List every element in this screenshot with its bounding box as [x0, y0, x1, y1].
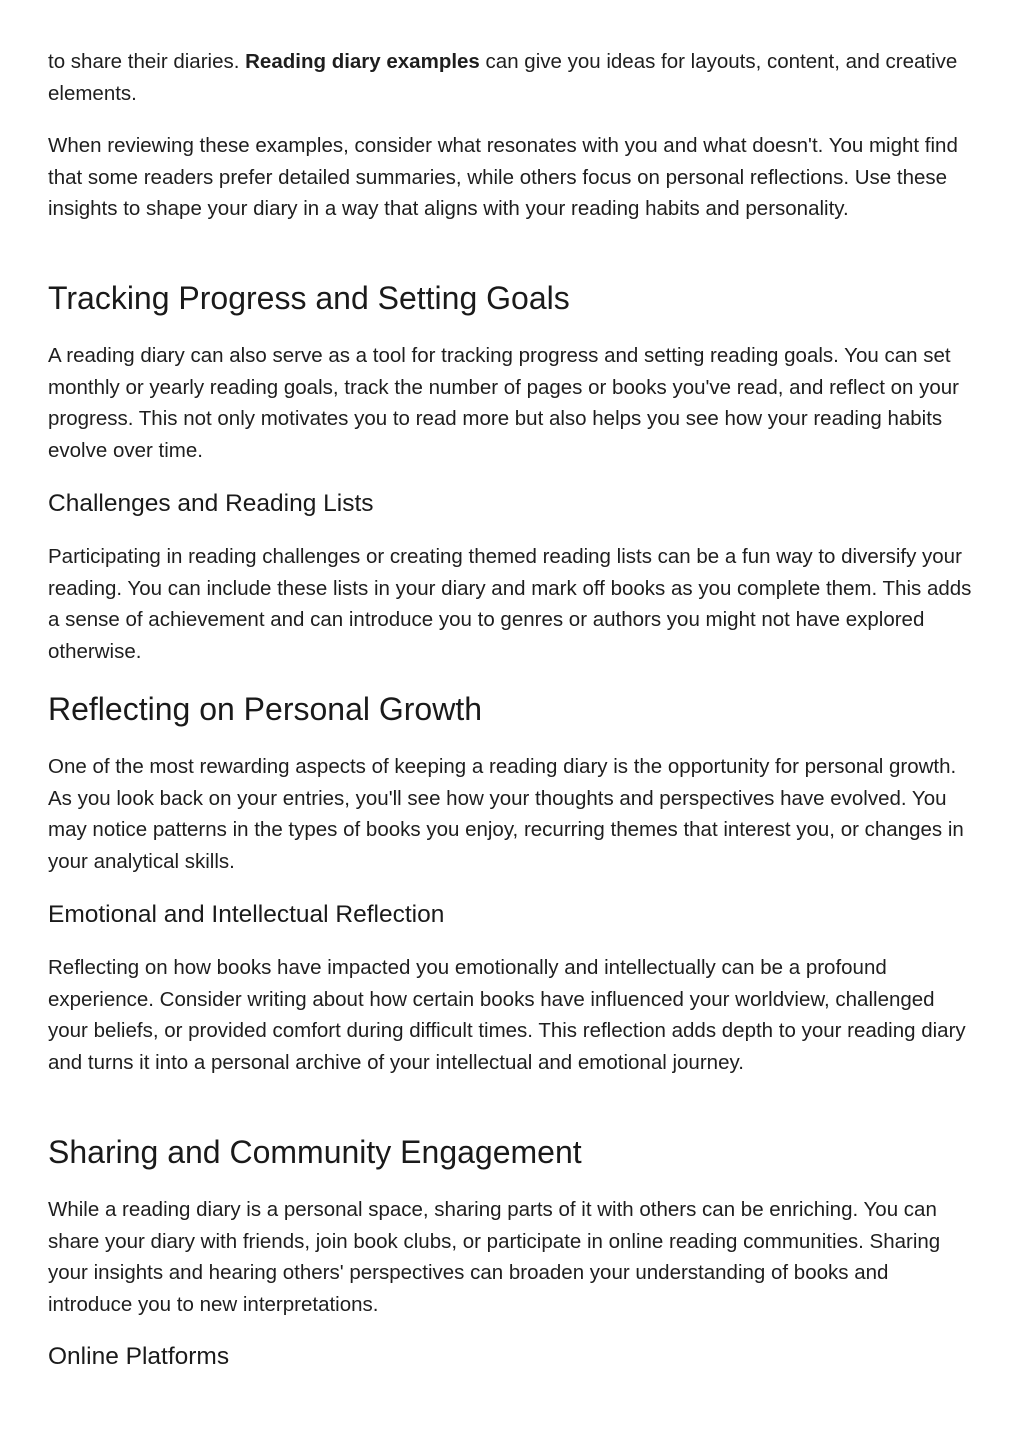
tracking-paragraph: A reading diary can also serve as a tool for tracking progress and setting reading goals. You can set monthly or yearly reading goals, track the number of pages or books you've read, and reflect on your progress. This not only motivates you to read more but also helps you see how your reading habits evolve over time.: [48, 344, 959, 462]
heading-personal-growth: Reflecting on Personal Growth: [48, 691, 482, 727]
sharing-paragraph: While a reading diary is a personal space, sharing parts of it with others can be enriching. You can share your diary with friends, join book clubs, or participate in online reading communities. Sharing your insights and hearing others' perspectives can broaden your understanding of books and introduce you to new interpretations.: [48, 1198, 941, 1316]
intro-text-start: to share their diaries.: [48, 50, 246, 73]
heading-tracking-progress: Tracking Progress and Setting Goals: [48, 280, 570, 316]
heading-emotional-reflection: Emotional and Intellectual Reflection: [48, 901, 445, 928]
intro-text-end: can give you ideas for layouts, content, and creative elements.: [48, 50, 958, 105]
challenges-paragraph: Participating in reading challenges or creating themed reading lists can be a fun way to diversify your reading. You can include these lists in your diary and mark off books as you complete them. This adds a sense of achievement and can introduce you to genres or authors you might not have explored otherwise.: [48, 545, 972, 663]
heading-sharing-community: Sharing and Community Engagement: [48, 1134, 582, 1170]
intro-paragraph: [48, 46, 978, 109]
heading-online-platforms: Online Platforms: [48, 1343, 230, 1370]
examples-paragraph: When reviewing these examples, consider what resonates with you and what doesn't. You might find that some readers prefer detailed summaries, while others focus on personal reflections. Use these insights to shape your diary in a way that aligns with your reading habits and personality.: [48, 134, 958, 220]
growth-paragraph: One of the most rewarding aspects of keeping a reading diary is the opportunity for personal growth. As you look back on your entries, you'll see how your thoughts and perspectives have evolved. You may notice patterns in the types of books you enjoy, recurring themes that interest you, or changes in your analytical skills.: [48, 755, 964, 873]
emotional-paragraph: Reflecting on how books have impacted you emotionally and intellectually can be a profound experience. Consider writing about how certain books have influenced your worldview, challenged your beliefs, or provided comfort during difficult times. This reflection adds depth to your reading diary and turns it into a personal archive of your intellectual and emotional journey.: [48, 956, 966, 1074]
heading-challenges: Challenges and Reading Lists: [48, 490, 374, 517]
intro-bold-phrase: Reading diary examples: [245, 50, 480, 73]
